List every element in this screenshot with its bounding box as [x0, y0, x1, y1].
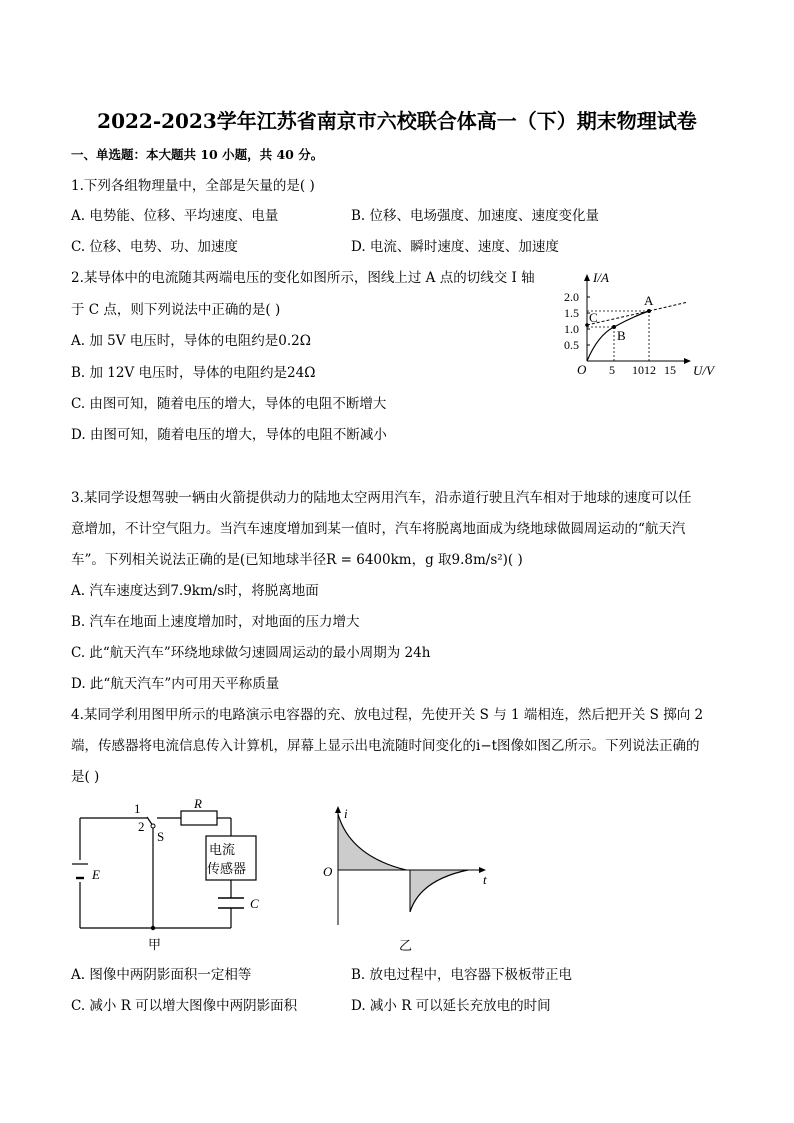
capacitor-label: C [250, 896, 259, 911]
section-heading: 一、单选题：本大题共 10 小题，共 40 分。 [71, 147, 324, 162]
q2-option-d: D. 由图可知，随着电压的增大，导体的电阻不断减小 [71, 427, 387, 443]
q4-stem-line3: 是( ) [71, 769, 100, 785]
q3-option-b: B. 汽车在地面上速度增加时，对地面的压力增大 [71, 614, 360, 630]
q2-stem-line1: 2.某导体中的电流随其两端电压的变化如图所示，图线上过 A 点的切线交 I 轴 [71, 270, 535, 286]
q1-option-c: C. 位移、电势、功、加速度 [71, 239, 238, 255]
q3-option-c: C. 此“航天汽车”环绕地球做匀速圆周运动的最小周期为 24h [71, 645, 431, 661]
q2-stem-line2: 于 C 点，则下列说法中正确的是( ) [71, 302, 281, 318]
q3-option-a: A. 汽车速度达到7.9km/s时，将脱离地面 [71, 583, 319, 599]
iu-origin: O [577, 362, 587, 377]
sensor-label-line2: 传感器 [207, 861, 247, 876]
q3-stem-line3: 车”。下列相关说法正确的是(已知地球半径R = 6400km，g 取9.8m/s²)( ) [71, 552, 523, 568]
page-title: 2022-2023学年江苏省南京市六校联合体高一（下）期末物理试卷 [97, 109, 697, 133]
iu-point-c: C [589, 310, 598, 325]
iu-ytick: 1.5 [564, 306, 579, 320]
q3-option-d: D. 此“航天汽车”内可用天平称质量 [71, 676, 280, 692]
q1-option-a: A. 电势能、位移、平均速度、电量 [71, 208, 279, 224]
q4-stem-line1: 4.某同学利用图甲所示的电路演示电容器的充、放电过程，先使开关 S 与 1 端相连，然后把开关 S 掷向 2 [71, 707, 704, 723]
iu-xlabel: U/V [693, 363, 714, 378]
q1-stem: 1.下列各组物理量中，全部是矢量的是( ) [71, 178, 315, 194]
q4-option-b: B. 放电过程中，电容器下极板带正电 [351, 967, 573, 983]
circuit-caption: 甲 [148, 937, 162, 952]
iu-xtick: 1012 [632, 363, 656, 377]
iu-point-b: B [617, 328, 626, 343]
iu-graph [560, 265, 725, 380]
iu-xtick: 5 [609, 363, 615, 377]
q2-option-c: C. 由图可知，随着电压的增大，导体的电阻不断增大 [71, 396, 387, 412]
q3-stem-line1: 3.某同学设想驾驶一辆由火箭提供动力的陆地太空两用汽车，沿赤道行驶且汽车相对于地球的速度可以任 [71, 490, 692, 506]
q3-stem-line2: 意增加，不计空气阻力。当汽车速度增加到某一值时，汽车将脱离地面成为绕地球做圆周运动的“航天汽 [71, 521, 686, 537]
switch-label: S [157, 829, 165, 844]
iu-ytick: 2.0 [564, 290, 579, 304]
switch-terminal-2: 2 [138, 819, 145, 834]
it-origin: O [323, 864, 333, 879]
q2-option-a: A. 加 5V 电压时，导体的电阻约是0.2Ω [71, 333, 311, 349]
it-graph [318, 800, 498, 956]
iu-xtick: 15 [664, 363, 676, 377]
q4-option-c: C. 减小 R 可以增大图像中两阴影面积 [71, 998, 298, 1014]
q1-option-b: B. 位移、电场强度、加速度、速度变化量 [351, 208, 600, 224]
battery-label: E [92, 867, 100, 882]
sensor-label-line1: 电流 [209, 842, 236, 857]
resistor-label: R [194, 796, 202, 811]
it-xlabel: t [483, 872, 487, 887]
circuit-diagram [70, 796, 270, 956]
q4-option-d: D. 减小 R 可以延长充放电的时间 [351, 998, 551, 1014]
switch-terminal-1: 1 [134, 801, 141, 816]
iu-point-a: A [644, 293, 654, 308]
q1-option-d: D. 电流、瞬时速度、速度、加速度 [351, 239, 559, 255]
iu-ylabel: I/A [593, 270, 609, 285]
it-ylabel: i [344, 806, 348, 821]
iu-ytick: 1.0 [564, 322, 579, 336]
it-caption: 乙 [399, 938, 413, 953]
q4-stem-line2: 端，传感器将电流信息传入计算机，屏幕上显示出电流随时间变化的i−t图像如图乙所示。下列说法正确的 [71, 738, 700, 754]
q2-option-b: B. 加 12V 电压时，导体的电阻约是24Ω [71, 365, 316, 381]
iu-ytick: 0.5 [564, 338, 579, 352]
q4-option-a: A. 图像中两阴影面积一定相等 [71, 967, 252, 983]
